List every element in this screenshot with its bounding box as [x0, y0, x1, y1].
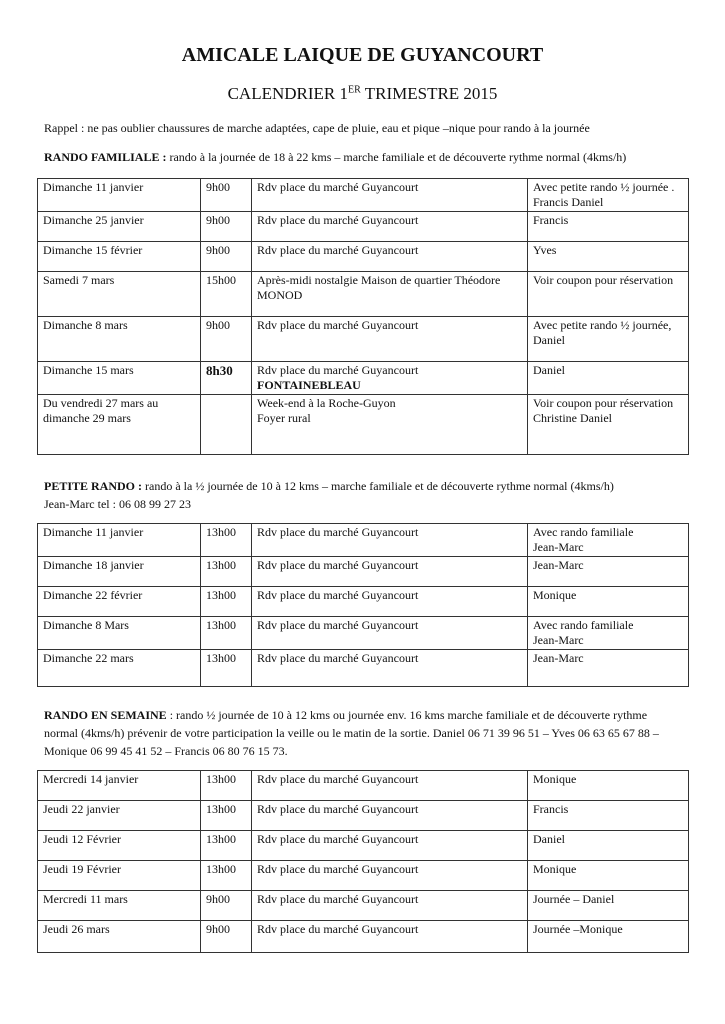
date-text: Jeudi 19 Février — [43, 862, 121, 876]
cell-place — [252, 861, 528, 891]
time-text: 9h00 — [206, 243, 230, 257]
date-text: Mercredi 14 janvier — [43, 772, 139, 786]
cell-info — [528, 395, 689, 455]
date-text: Dimanche 11 janvier — [43, 180, 144, 194]
section-description: rando à la journée de 18 à 22 kms – marche familiale et de découverte rythme normal (4kms/h) — [166, 150, 627, 164]
cell-date — [38, 179, 201, 212]
time-text: 9h00 — [206, 180, 230, 194]
table-row — [38, 272, 689, 317]
info-text: Francis — [533, 213, 569, 227]
place-text: Rdv place du marché Guyancourt — [257, 772, 419, 786]
cell-date — [38, 587, 201, 617]
table-row — [38, 650, 689, 687]
date-text: Mercredi 11 mars — [43, 892, 128, 906]
document-title: AMICALE LAIQUE DE GUYANCOURT — [181, 44, 544, 66]
time-text: 13h00 — [206, 862, 236, 876]
cell-info — [528, 524, 689, 557]
cell-time — [201, 617, 252, 650]
date-text: Dimanche 15 mars — [43, 363, 134, 377]
table-row — [38, 771, 689, 801]
info-text: Daniel — [533, 363, 565, 377]
date-text: Jeudi 12 Février — [43, 832, 121, 846]
cell-date — [38, 617, 201, 650]
cell-time — [201, 179, 252, 212]
time-text: 9h00 — [206, 922, 230, 936]
section-description: : rando ½ journée de 10 à 12 kms ou journée env. 16 kms marche familiale et de découverte rythme normal (4kms/h) prévenir de votre participation la veille ou le matin de la sortie. Daniel 06 71 39 96 51 – Yves 06 63 65 67 88 – Monique 06 99 45 41 52 – Francis 06 80 76 15 73. — [44, 708, 659, 758]
time-text: 13h00 — [206, 772, 236, 786]
cell-info — [528, 242, 689, 272]
cell-time — [201, 921, 252, 953]
cell-date — [38, 242, 201, 272]
cell-info — [528, 861, 689, 891]
info-text: Daniel — [533, 832, 565, 846]
date-text: Dimanche 15 février — [43, 243, 143, 257]
cell-info — [528, 801, 689, 831]
cell-place — [252, 771, 528, 801]
table-row — [38, 617, 689, 650]
cell-place — [252, 831, 528, 861]
cell-place — [252, 891, 528, 921]
cell-time — [201, 395, 252, 455]
place-text: Rdv place du marché Guyancourt — [257, 180, 419, 194]
time-text: 15h00 — [206, 273, 236, 287]
time-text: 13h00 — [206, 832, 236, 846]
cell-info — [528, 587, 689, 617]
place-text: Rdv place du marché Guyancourt — [257, 243, 419, 257]
cell-date — [38, 801, 201, 831]
cell-date — [38, 650, 201, 687]
cell-time — [201, 861, 252, 891]
cell-time — [201, 212, 252, 242]
place-text: Après-midi nostalgie Maison de quartier Théodore MONOD — [257, 273, 501, 302]
section-description: rando à la ½ journée de 10 à 12 kms – marche familiale et de découverte rythme normal (4kms/h) Jean-Marc tel : 06 08 99 27 23 — [44, 479, 614, 511]
date-text: Samedi 7 mars — [43, 273, 115, 287]
cell-place — [252, 587, 528, 617]
cell-date — [38, 891, 201, 921]
date-text: Dimanche 8 Mars — [43, 618, 129, 632]
place-text: Rdv place du marché Guyancourt — [257, 363, 419, 377]
place-text: Rdv place du marché Guyancourt — [257, 558, 419, 572]
cell-time — [201, 272, 252, 317]
cell-info — [528, 831, 689, 861]
table-row — [38, 831, 689, 861]
cell-date — [38, 395, 201, 455]
info-text: Avec rando familiale Jean-Marc — [533, 618, 634, 647]
time-text: 13h00 — [206, 588, 236, 602]
subtitle-text-end: TRIMESTRE 2015 — [360, 84, 498, 103]
cell-place — [252, 242, 528, 272]
table-row — [38, 801, 689, 831]
info-text: Avec petite rando ½ journée, Daniel — [533, 318, 672, 347]
info-text: Voir coupon pour réservation Christine Daniel — [533, 396, 674, 425]
place-text: Rdv place du marché Guyancourt — [257, 318, 419, 332]
info-text: Monique — [533, 862, 577, 876]
place-text: Rdv place du marché Guyancourt — [257, 618, 419, 632]
section-rando-semaine-intro — [44, 706, 684, 760]
cell-info — [528, 317, 689, 362]
place-text: Rdv place du marché Guyancourt — [257, 892, 419, 906]
table-row — [38, 587, 689, 617]
date-text: Dimanche 25 janvier — [43, 213, 144, 227]
cell-date — [38, 362, 201, 395]
cell-place — [252, 524, 528, 557]
info-text: Yves — [533, 243, 557, 257]
cell-place — [252, 272, 528, 317]
info-text: Monique — [533, 772, 577, 786]
time-text: 13h00 — [206, 525, 236, 539]
cell-date — [38, 317, 201, 362]
cell-time — [201, 524, 252, 557]
cell-date — [38, 921, 201, 953]
table-row — [38, 362, 689, 395]
cell-place — [252, 395, 528, 455]
time-text: 13h00 — [206, 802, 236, 816]
cell-time — [201, 242, 252, 272]
cell-place — [252, 179, 528, 212]
table-row — [38, 861, 689, 891]
cell-place — [252, 921, 528, 953]
time-text: 13h00 — [206, 651, 236, 665]
info-text: Voir coupon pour réservation — [533, 273, 674, 287]
destination-text: FONTAINEBLEAU — [257, 378, 361, 392]
date-text: Jeudi 22 janvier — [43, 802, 120, 816]
place-text: Rdv place du marché Guyancourt — [257, 525, 419, 539]
cell-place — [252, 362, 528, 395]
cell-info — [528, 557, 689, 587]
cell-info — [528, 650, 689, 687]
cell-place — [252, 557, 528, 587]
subtitle-text: CALENDRIER 1 — [227, 84, 348, 103]
cell-info — [528, 921, 689, 953]
cell-date — [38, 557, 201, 587]
section-rando-familiale-intro — [44, 148, 684, 166]
document-subtitle — [0, 84, 725, 104]
cell-date — [38, 861, 201, 891]
place-text: Rdv place du marché Guyancourt — [257, 588, 419, 602]
date-text: Dimanche 22 février — [43, 588, 143, 602]
cell-time — [201, 891, 252, 921]
place-text: Rdv place du marché Guyancourt — [257, 651, 419, 665]
place-text: Rdv place du marché Guyancourt — [257, 832, 419, 846]
time-text: 8h30 — [206, 363, 233, 378]
cell-date — [38, 212, 201, 242]
place-text: Week-end à la Roche-Guyon Foyer rural — [257, 396, 396, 425]
place-text: Rdv place du marché Guyancourt — [257, 922, 419, 936]
table-row — [38, 524, 689, 557]
cell-place — [252, 650, 528, 687]
section-petite-rando-intro — [44, 477, 684, 513]
date-text: Dimanche 18 janvier — [43, 558, 144, 572]
cell-time — [201, 587, 252, 617]
cell-date — [38, 524, 201, 557]
cell-place — [252, 801, 528, 831]
time-text: 13h00 — [206, 558, 236, 572]
info-text: Journée –Monique — [533, 922, 623, 936]
cell-place — [252, 212, 528, 242]
table-row — [38, 395, 689, 455]
table-row — [38, 921, 689, 953]
date-text: Dimanche 11 janvier — [43, 525, 144, 539]
cell-time — [201, 557, 252, 587]
reminder-text: Rappel : ne pas oublier chaussures de marche adaptées, cape de pluie, eau et pique –nique pour rando à la journée — [44, 121, 590, 135]
time-text: 9h00 — [206, 318, 230, 332]
table-rando-semaine — [37, 770, 689, 953]
info-text: Journée – Daniel — [533, 892, 615, 906]
subtitle-superscript: ER — [348, 84, 361, 96]
info-text: Jean-Marc — [533, 558, 584, 572]
section-label: RANDO EN SEMAINE — [44, 708, 167, 722]
cell-info — [528, 891, 689, 921]
cell-info — [528, 212, 689, 242]
cell-place — [252, 617, 528, 650]
cell-time — [201, 317, 252, 362]
cell-info — [528, 272, 689, 317]
cell-info — [528, 771, 689, 801]
date-text: Du vendredi 27 mars au dimanche 29 mars — [43, 396, 159, 425]
time-text: 9h00 — [206, 213, 230, 227]
section-label: RANDO FAMILIALE : — [44, 150, 167, 164]
info-text: Francis — [533, 802, 569, 816]
cell-info — [528, 179, 689, 212]
info-text: Avec petite rando ½ journée . Francis Daniel — [533, 180, 675, 209]
date-text: Dimanche 8 mars — [43, 318, 128, 332]
section-label: PETITE RANDO : — [44, 479, 143, 493]
table-row — [38, 242, 689, 272]
table-row — [38, 317, 689, 362]
cell-date — [38, 272, 201, 317]
cell-date — [38, 831, 201, 861]
cell-info — [528, 617, 689, 650]
table-row — [38, 212, 689, 242]
cell-time — [201, 650, 252, 687]
date-text: Jeudi 26 mars — [43, 922, 110, 936]
table-rando-familiale — [37, 178, 689, 455]
info-text: Jean-Marc — [533, 651, 584, 665]
table-row — [38, 179, 689, 212]
cell-time — [201, 362, 252, 395]
cell-time — [201, 831, 252, 861]
table-row — [38, 557, 689, 587]
cell-time — [201, 801, 252, 831]
info-text: Avec rando familiale Jean-Marc — [533, 525, 634, 554]
cell-time — [201, 771, 252, 801]
place-text: Rdv place du marché Guyancourt — [257, 862, 419, 876]
time-text: 13h00 — [206, 618, 236, 632]
info-text: Monique — [533, 588, 577, 602]
time-text: 9h00 — [206, 892, 230, 906]
cell-info — [528, 362, 689, 395]
table-petite-rando — [37, 523, 689, 687]
cell-place — [252, 317, 528, 362]
place-text: Rdv place du marché Guyancourt — [257, 213, 419, 227]
date-text: Dimanche 22 mars — [43, 651, 134, 665]
table-row — [38, 891, 689, 921]
place-text: Rdv place du marché Guyancourt — [257, 802, 419, 816]
cell-date — [38, 771, 201, 801]
